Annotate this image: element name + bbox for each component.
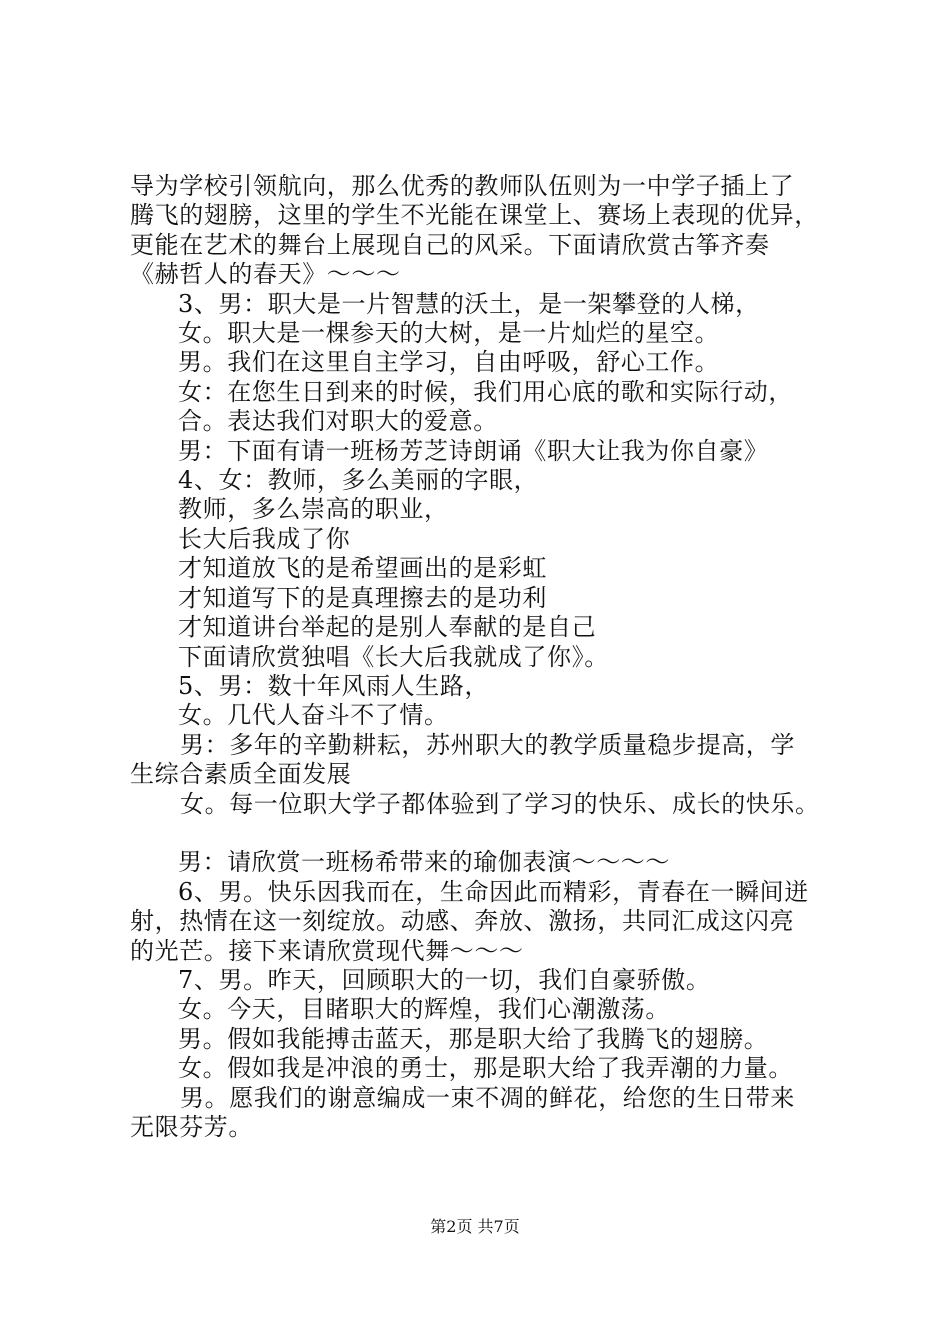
text-line: 女。几代人奋斗不了情。	[178, 701, 449, 730]
text-line: 教师，多么崇高的职业，	[178, 495, 449, 524]
text-line: 女。假如我是冲浪的勇士，那是职大给了我弄潮的力量。	[178, 1054, 793, 1083]
text-line: 长大后我成了你	[178, 524, 351, 553]
text-line: 《赫哲人的春天》～～～	[130, 260, 401, 289]
text-line: 男：请欣赏一班杨希带来的瑜伽表演～～～～	[178, 848, 670, 877]
text-line: 下面请欣赏独唱《长大后我就成了你》。	[178, 642, 609, 671]
page-footer: 第2页 共7页	[430, 1217, 520, 1236]
text-line: 男。假如我能搏击蓝天，那是职大给了我腾飞的翅膀。	[178, 1024, 769, 1053]
text-line: 射，热情在这一刻绽放。动感、奔放、激扬，共同汇成这闪亮	[130, 907, 795, 936]
text-line: 女：在您生日到来的时候，我们用心底的歌和实际行动，	[178, 377, 793, 406]
text-line: 才知道讲台举起的是别人奉献的是自己	[178, 613, 597, 642]
text-line: 导为学校引领航向，那么优秀的教师队伍则为一中学子插上了	[130, 172, 795, 200]
text-line: 6、男。快乐因我而在，生命因此而精彩，青春在一瞬间迸	[178, 877, 809, 906]
text-line: 更能在艺术的舞台上展现自己的风采。下面请欣赏古筝齐奏	[130, 230, 770, 259]
text-line: 女。今天，目睹职大的辉煌，我们心潮激荡。	[178, 995, 670, 1024]
text-line: 无限芬芳。	[130, 1112, 253, 1141]
text-line: 的光芒。接下来请欣赏现代舞～～～	[130, 936, 524, 965]
text-line: 男：多年的辛勤耕耘，苏州职大的教学质量稳步提高，学	[180, 730, 795, 759]
text-line: 3、男：职大是一片智慧的沃土，是一架攀登的人梯，	[178, 289, 760, 318]
text-line: 才知道写下的是真理擦去的是功利	[178, 583, 547, 612]
text-line: 男：下面有请一班杨芳芝诗朗诵《职大让我为你自豪》	[178, 436, 769, 465]
document-body	[130, 172, 842, 1142]
text-line: 男。我们在这里自主学习，自由呼吸，舒心工作。	[178, 348, 720, 377]
text-line: 男。愿我们的谢意编成一束不凋的鲜花，给您的生日带来	[180, 1083, 795, 1112]
text-line	[130, 819, 842, 848]
text-line: 生综合素质全面发展	[130, 760, 352, 789]
text-line: 7、男。昨天，回顾职大的一切，我们自豪骄傲。	[178, 965, 711, 994]
text-line: 合。表达我们对职大的爱意。	[178, 407, 498, 436]
text-line: 4、女：教师，多么美丽的字眼，	[178, 466, 539, 495]
text-line: 5、男：数十年风雨人生路，	[178, 671, 490, 700]
text-line: 才知道放飞的是希望画出的是彩虹	[178, 554, 547, 583]
text-line: 腾飞的翅膀，这里的学生不光能在课堂上、赛场上表现的优异，	[130, 201, 819, 230]
text-line: 女。职大是一棵参天的大树，是一片灿烂的星空。	[178, 319, 720, 348]
text-line: 女。每一位职大学子都体验到了学习的快乐、成长的快乐。	[180, 789, 820, 818]
